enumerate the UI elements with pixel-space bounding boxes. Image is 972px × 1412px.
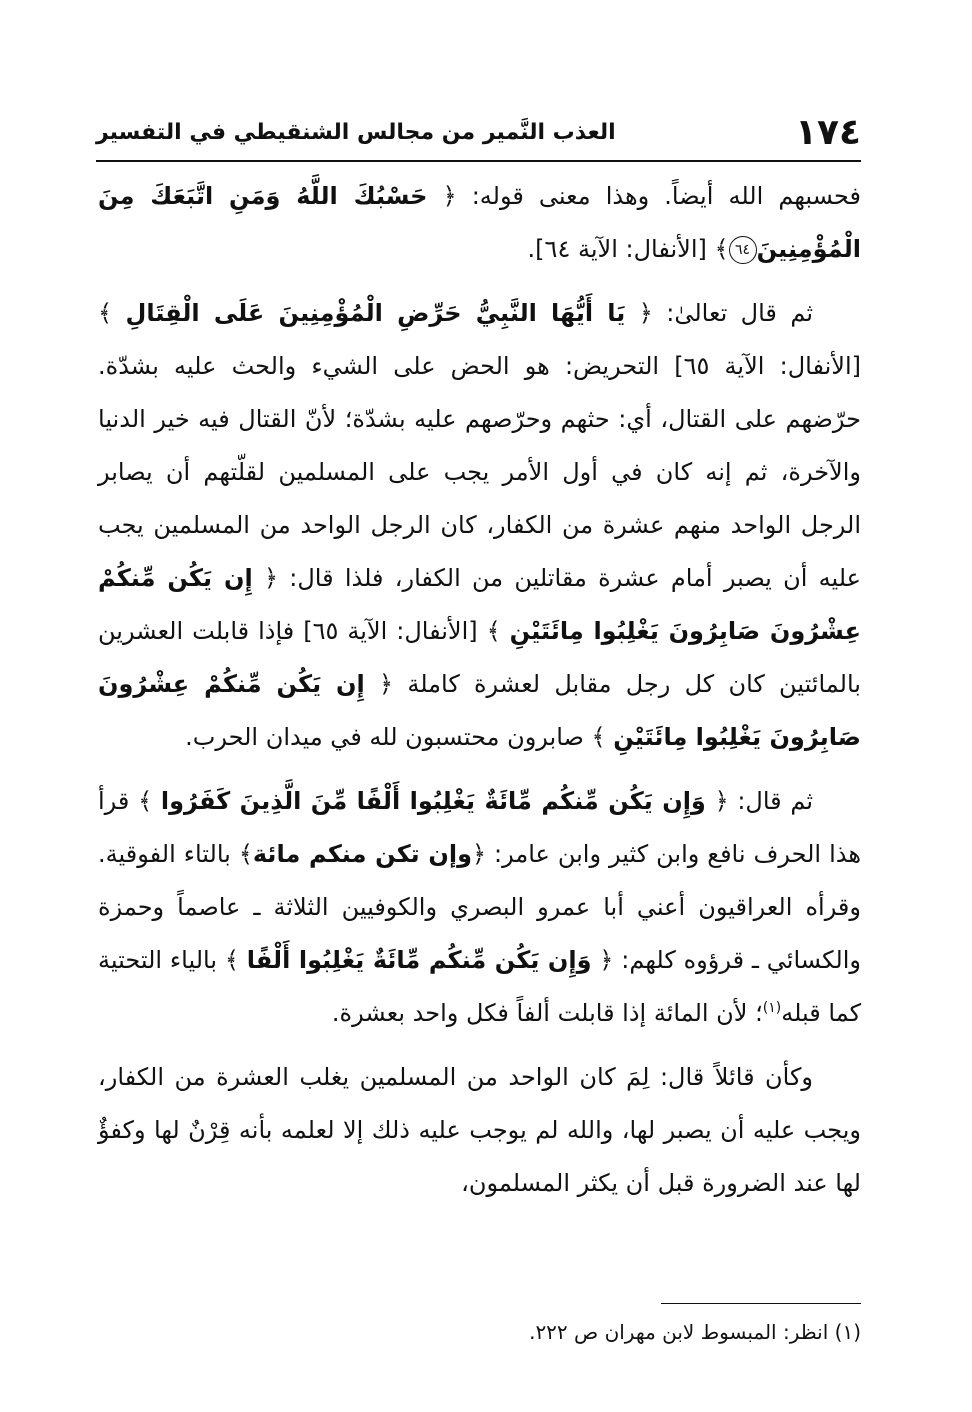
verse-close-bracket: ﴾	[138, 787, 153, 815]
footnote-text: انظر: المبسوط لابن مهران ص ٢٢٢.	[529, 1320, 835, 1344]
footnote-number: (١)	[834, 1320, 861, 1344]
page-body	[98, 170, 861, 1221]
verse-open-bracket: ﴿	[714, 787, 729, 815]
paragraph-3	[98, 775, 861, 1040]
quran-verse: حَسْبُكَ اللَّهُ وَمَنِ اتَّبَعَكَ مِنَ الْمُؤْمِنِينَ	[98, 182, 861, 263]
quran-verse: وَإِن يَكُن مِّنكُم مِّائَةٌ يَغْلِبُوا أَلْفًا مِّنَ الَّذِينَ كَفَرُوا	[160, 787, 706, 815]
header-rule	[96, 160, 861, 162]
text: بالتاء الفوقية. وقرأه العراقيون أعني أبا عمرو البصري والكوفيين الثلاثة ـ عاصماً وحمزة والكسائي ـ قرؤوه كلهم:	[98, 840, 861, 974]
verse-close-bracket: ﴾	[98, 299, 113, 327]
verse-close-bracket: ﴾	[238, 840, 253, 868]
quran-verse: وَإِن يَكُن مِّنكُم مِّائَةٌ يَغْلِبُوا أَلْفًا	[246, 946, 592, 974]
text: فحسبهم الله أيضاً. وهذا معنى قوله:	[456, 182, 862, 210]
verse-open-bracket: ﴿	[442, 182, 457, 210]
quran-verse: إِن يَكُن مِّنكُمْ عِشْرُونَ صَابِرُونَ يَغْلِبُوا مِائَتَيْنِ	[98, 670, 861, 751]
text: ثم قال:	[728, 787, 813, 815]
verse-open-bracket: ﴿	[599, 946, 614, 974]
text: قرأ هذا الحرف نافع وابن كثير وابن عامر:	[98, 787, 861, 868]
text: صابرون محتسبون لله في ميدان الحرب.	[185, 723, 592, 751]
footnote-reference[interactable]: (١)	[762, 1000, 782, 1016]
footnote-rule	[661, 1303, 861, 1304]
footnote	[98, 1316, 861, 1348]
text: [الأنفال: الآية ٦٤].	[527, 235, 715, 263]
paragraph-4	[98, 1051, 861, 1210]
quran-verse: إِن يَكُن مِّنكُمْ عِشْرُونَ صَابِرُونَ يَغْلِبُوا مِائَتَيْنِ	[98, 564, 861, 645]
text: ثم قال تعالىٰ:	[652, 299, 813, 327]
ayah-number-marker: ٦٤	[729, 236, 757, 264]
verse-close-bracket: ﴾	[486, 617, 501, 645]
verse-open-bracket: ﴿	[638, 299, 653, 327]
quran-verse: يَا أَيُّهَا النَّبِيُّ حَرِّضِ الْمُؤْمِنِينَ عَلَى الْقِتَالِ	[125, 299, 626, 327]
page-header	[96, 112, 861, 152]
verse-close-bracket: ﴾	[714, 235, 729, 263]
verse-close-bracket: ﴾	[591, 723, 606, 751]
verse-open-bracket: ﴿	[379, 670, 394, 698]
verse-open-bracket: ﴿	[263, 564, 278, 592]
paragraph-2	[98, 287, 861, 764]
text: بالياء التحتية كما قبله	[98, 946, 861, 1027]
text: [الأنفال: الآية ٦٥] التحريض: هو الحض على الشيء والحث عليه بشدّة. حرّضهم على القتال، أي: حثهم وحرّصهم عليه بشدّة؛ لأنّ القتال فيه خير الدنيا والآخرة، ثم إنه كان في أول الأمر يجب على المسلمين لقلّتهم أن يصابر الرجل الواحد منهم عشرة من الكفار، كان الرجل الواحد من المسلمين يجب عليه أن يصبر أمام عشرة مقاتلين من الكفار، فلذا قال:	[98, 352, 861, 592]
verse-close-bracket: ﴾	[224, 946, 239, 974]
running-title: العذب النَّمير من مجالس الشنقيطي في التفسير	[96, 119, 616, 145]
verse-open-bracket: ﴿	[472, 840, 487, 868]
paragraph-1	[98, 170, 861, 276]
text: [الأنفال: الآية ٦٥] فإذا قابلت العشرين بالمائتين كان كل رجل مقابل لعشرة كاملة	[98, 617, 861, 698]
page-number: ١٧٤	[795, 111, 861, 153]
text: ؛ لأن المائة إذا قابلت ألفاً فكل واحد بعشرة.	[331, 999, 763, 1027]
text: وكأن قائلاً قال: لِمَ كان الواحد من المسلمين يغلب العشرة من الكفار، ويجب عليه أن يصبر لها، والله لم يوجب عليه ذلك إلا لعلمه بأنه قِرْنٌ لها وكفؤٌ لها عند الضرورة قبل أن يكثر المسلمون،	[98, 1063, 861, 1197]
quran-reading: وإن تكن منكم مائة	[252, 840, 473, 868]
